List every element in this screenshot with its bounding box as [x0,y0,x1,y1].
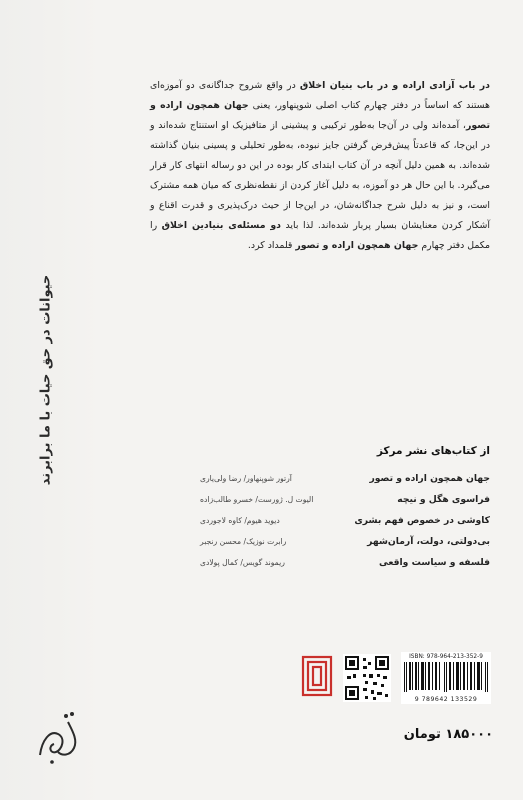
catalog-item-title: کاوشی در خصوص فهم بشری [354,515,490,526]
catalog-item-title: بی‌دولتی، دولت، آرمان‌شهر [367,536,490,547]
catalog-item-author: دیوید هیوم/ کاوه لاجوردی [200,516,280,525]
catalog-item [200,489,490,510]
desc-bold-3: دو مسئله‌ی بنیادین اخلاق [161,220,281,231]
isbn-text: ISBN: 978-964-213-352-9 [409,654,483,660]
desc-bold-1: در باب آزادی اراده و در باب بنیان اخلاق [299,80,490,91]
publisher-logo [300,654,334,698]
catalog-item-author: الیوت ل. ژورست/ خسرو طالب‌زاده [200,495,314,504]
ean-number: 9 789642 133529 [414,696,478,703]
desc-text-1: در واقع شروح جداگانه‌ی دو آموزه‌ای هستند که اساساً در دفتر چهارم کتاب اصلی شوپنهاور، یعنی [150,80,490,111]
barcode-icon [402,662,490,692]
catalog-item-author: رابرت نوزیک/ محسن رنجبر [200,537,287,546]
desc-text-2: ، آمده‌اند ولی در آن‌جا به‌طور ترکیبی و پیشینی از متافیزیک او استنتاج شده‌اند و در این‌جا، که قاعدتاً پیش‌فرض گرفتن جایز نبوده، به‌طور تحلیلی و پسینی بنیان گذاشته شده‌اند. به همین دلیل آنچه در آن کتاب ابتدای کار بوده در این دو رساله انتهای کار قرار می‌گیرد. با این حال هر دو آموزه، به دلیل آغاز کردن از نقطه‌نظری که میان همه مشترک است، و نیز به دلیل شرح جداگانه‌شان، در این‌جا از حیث درک‌پذیری و قدرت اقناع و آشکار کردن معنایشان بسیار پربار شده‌اند. لذا باید [150,120,490,231]
desc-bold-2: جهان همچون اراده و تصور [150,100,490,131]
desc-text-3: را مکمل دفتر چهارم [150,220,490,251]
catalog-item [200,552,490,573]
qr-code-icon [343,654,391,702]
catalog-item [200,510,490,531]
catalog-title: از کتاب‌های نشر مرکز [376,445,490,457]
catalog-item-title: فلسفه و سیاست واقعی [379,557,490,568]
catalog-list [200,468,490,573]
catalog-item-title: جهان همچون اراده و تصور [369,473,490,484]
desc-bold-4: جهان همچون اراده و تصور [295,240,419,251]
catalog-item-author: آرتور شوپنهاور/ رضا ولی‌یاری [200,474,292,483]
publisher-signature-logo [28,700,88,770]
desc-text-4: قلمداد کرد. [247,240,296,251]
catalog-item [200,531,490,552]
catalog-item-author: ریموند گویس/ کمال پولادی [200,558,285,567]
catalog-item [200,468,490,489]
book-description [150,76,490,256]
catalog-item-title: فراسوی هگل و نیچه [397,494,490,505]
price: ۱۸۵۰۰۰ تومان [403,727,493,742]
spine-title: حیوانات در حق حیات با ما برابرند [38,274,54,486]
